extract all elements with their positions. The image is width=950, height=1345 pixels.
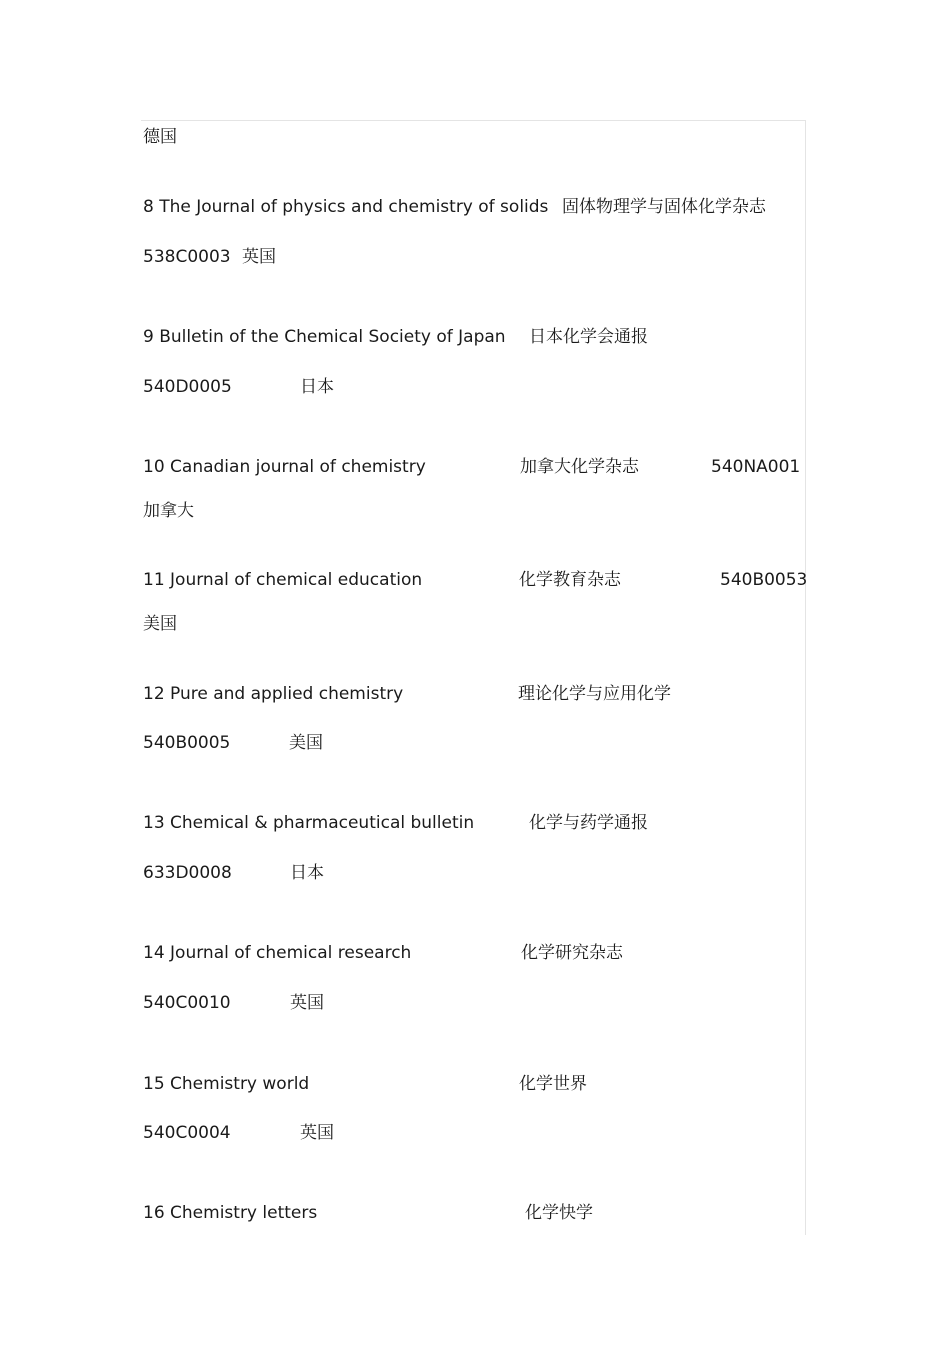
journal-title: 16 Chemistry letters [143,1203,318,1223]
journal-chinese-name: 理论化学与应用化学 [518,684,671,704]
country-label: 美国 [289,733,323,753]
page-border [141,120,806,1235]
journal-code: 540C0004 [143,1123,231,1143]
journal-code: 633D0008 [143,863,232,883]
country-label: 英国 [290,993,324,1013]
journal-code: 540B0005 [143,733,231,753]
journal-title: 9 Bulletin of the Chemical Society of Japan [143,327,506,347]
journal-title: 15 Chemistry world [143,1074,310,1094]
country-label: 美国 [143,614,177,634]
country-label: 英国 [242,247,276,267]
journal-code: 540NA001 [711,457,801,477]
journal-chinese-name: 加拿大化学杂志 [520,457,639,477]
journal-chinese-name: 化学快学 [525,1203,593,1223]
journal-title: 10 Canadian journal of chemistry [143,457,426,477]
journal-title: 13 Chemical & pharmaceutical bulletin [143,813,475,833]
journal-code: 538C0003 [143,247,231,267]
journal-chinese-name: 化学世界 [519,1074,587,1094]
journal-chinese-name: 化学研究杂志 [521,943,623,963]
journal-title: 12 Pure and applied chemistry [143,684,404,704]
journal-chinese-name: 日本化学会通报 [529,327,648,347]
journal-code: 540C0010 [143,993,231,1013]
country-label: 德国 [143,127,177,147]
country-label: 加拿大 [143,501,194,521]
journal-title: 8 The Journal of physics and chemistry of solids [143,197,549,217]
country-label: 日本 [300,377,334,397]
journal-code: 540D0005 [143,377,232,397]
country-label: 英国 [300,1123,334,1143]
journal-chinese-name: 固体物理学与固体化学杂志 [562,197,766,217]
journal-chinese-name: 化学教育杂志 [519,570,621,590]
country-label: 日本 [290,863,324,883]
journal-code: 540B0053 [720,570,808,590]
journal-title: 11 Journal of chemical education [143,570,423,590]
journal-title: 14 Journal of chemical research [143,943,412,963]
journal-chinese-name: 化学与药学通报 [529,813,648,833]
